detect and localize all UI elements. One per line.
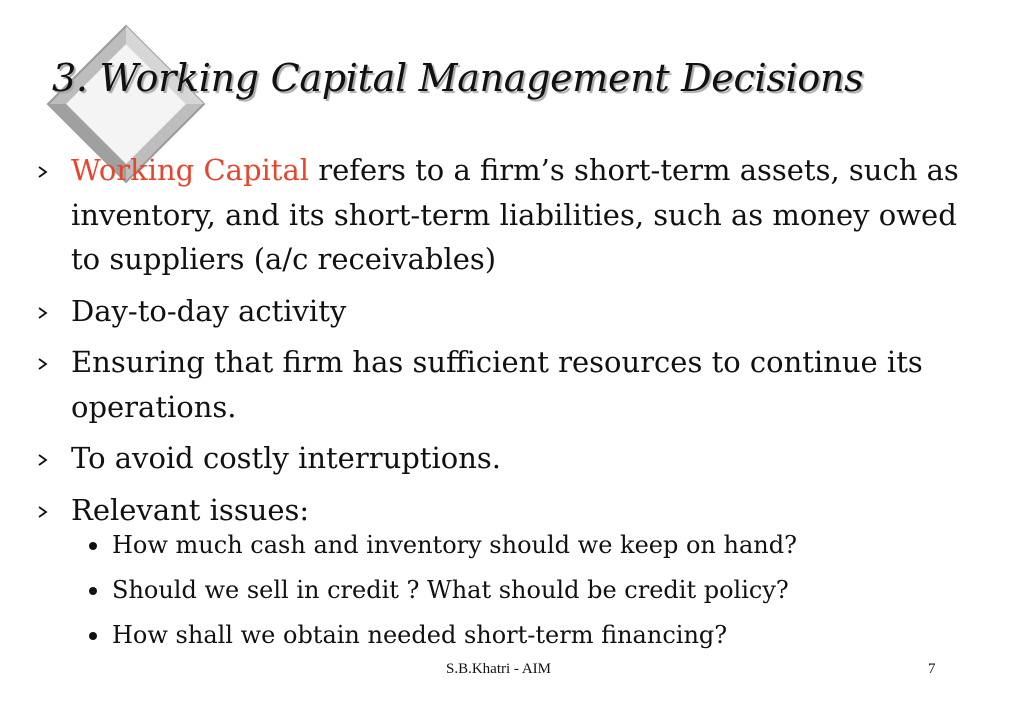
- bullet-item: [36, 340, 976, 429]
- sub-bullet-item: [71, 620, 976, 651]
- sub-bullet-text: Should we sell in credit ? What should be credit policy?: [112, 576, 789, 604]
- sub-bullet-list: [71, 530, 976, 651]
- slide-title: 3. Working Capital Management Decisions: [52, 56, 864, 100]
- bullet-item: [36, 148, 976, 282]
- arrow-bullet-icon: [36, 306, 50, 320]
- bullet-text: To avoid costly interruptions.: [71, 441, 501, 475]
- arrow-bullet-icon: [36, 357, 50, 371]
- sub-bullet-item: [71, 530, 976, 561]
- highlight-term: Working Capital: [71, 153, 310, 187]
- arrow-bullet-icon: [36, 165, 50, 179]
- bullet-item: [36, 488, 976, 652]
- bullet-text: Ensuring that firm has sufficient resources to continue its operations.: [71, 345, 923, 424]
- bullet-item: [36, 436, 976, 481]
- sub-bullet-text: How shall we obtain needed short-term financing?: [112, 621, 728, 649]
- sub-bullet-text: How much cash and inventory should we keep on hand?: [112, 531, 797, 559]
- dot-bullet-icon: [89, 587, 97, 595]
- arrow-bullet-icon: [36, 505, 50, 519]
- dot-bullet-icon: [89, 632, 97, 640]
- dot-bullet-icon: [89, 542, 97, 550]
- sub-bullet-item: [71, 575, 976, 606]
- bullet-text: Day-to-day activity: [71, 293, 347, 328]
- bullet-list: [36, 148, 976, 665]
- footer-author: S.B.Khatri - AIM: [446, 661, 551, 677]
- bullet-item: [36, 289, 976, 334]
- bullet-text: Relevant issues:: [71, 492, 310, 527]
- bullet-text: refers to a firm’s short-term assets, such as inventory, and its short-term liabilities, such as money owed to suppliers (a/c receivables): [71, 153, 959, 276]
- page-number: 7: [928, 661, 936, 677]
- arrow-bullet-icon: [36, 453, 50, 467]
